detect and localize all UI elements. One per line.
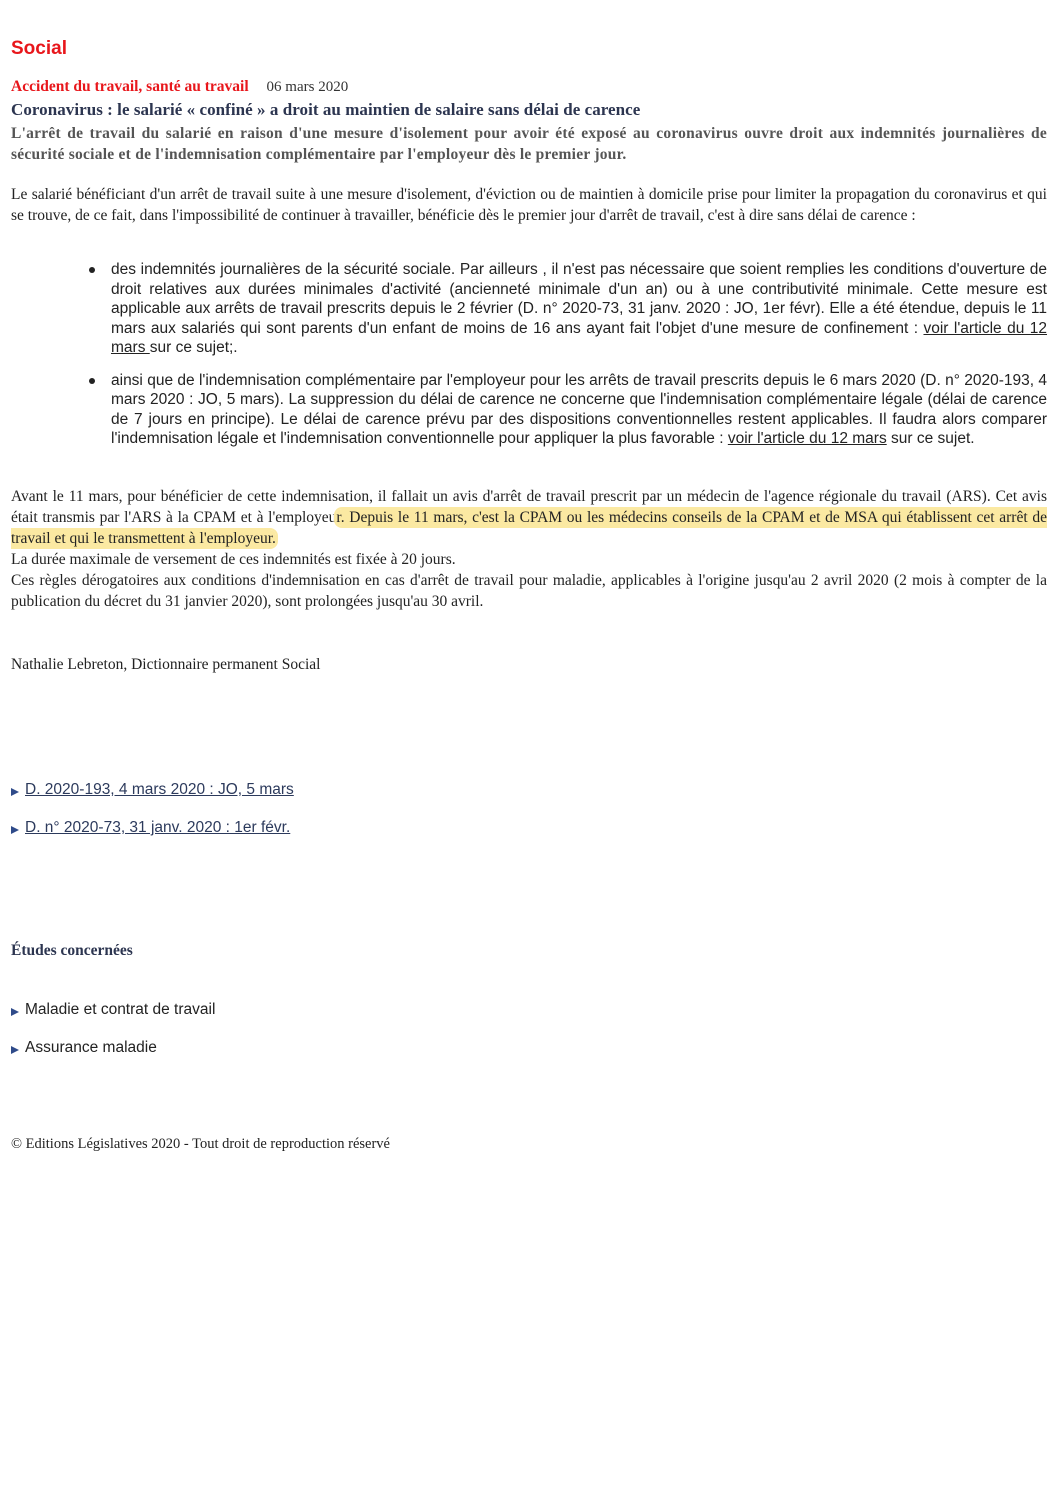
bullet-text: des indemnités journalières de la sécurité sociale. Par ailleurs , il n'est pas nécessaire que soient remplies les conditions d'ouverture de droit relatives aux durées minimales d'activité (ancienneté minimale d'un an) ou à une contributivité minimale. Cette mesure est applicable aux arrêts de travail prescrits depuis le 2 février (D. n° 2020-73, 31 janv. 2020 : JO, 1er févr). Elle a été étendue, depuis le 11 mars aux salariés qui sont parents d'un enfant de moins de 16 ans ayant fait l'objet d'une mesure de confinement : (111, 261, 1047, 337)
list-item (85, 260, 1047, 358)
author-credit: Nathalie Lebreton, Dictionnaire permanent Social (11, 656, 321, 673)
bullet-tail: sur ce sujet;. (149, 339, 238, 356)
studies-heading: Études concernées (11, 942, 133, 959)
article-title: Coronavirus : le salarié « confiné » a droit au maintien de salaire sans délai de carence (11, 100, 641, 119)
list-item[interactable] (11, 781, 294, 819)
references-list (11, 781, 294, 857)
bullet-text: ainsi que de l'indemnisation complémentaire par l'employeur pour les arrêts de travail prescrits depuis le 6 mars 2020 (D. n° 2020-193, 4 mars 2020 : JO, 5 mars). La suppression du délai de carence ne concerne que l'indemnisation complémentaire légale (délai de carence de 7 jours en principe). Le délai de carence prévu par des dispositions conventionnelles restent applicables. Il faudra alors comparer l'indemnisation légale et l'indemnisation conventionnelle pour appliquer la plus favorable : (111, 371, 1047, 447)
list-item[interactable] (11, 819, 294, 857)
reference-link[interactable]: D. n° 2020-73, 31 janv. 2020 : 1er févr. (25, 819, 291, 836)
highlighted-text: r. Depuis le 11 mars, c'est la CPAM ou les médecins conseils de la CPAM et de MSA qui établissent cet arrêt de travail et qui le transmettent à l'employeur. (11, 509, 1047, 547)
list-item[interactable] (11, 1001, 215, 1039)
bullet-tail: sur ce sujet. (886, 430, 975, 447)
study-link[interactable]: Assurance maladie (25, 1039, 157, 1056)
article-meta (11, 78, 348, 96)
bullet-icon (89, 267, 95, 273)
arrow-right-icon (11, 1046, 19, 1054)
rules-line: Ces règles dérogatoires aux conditions d'indemnisation en cas d'arrêt de travail pour maladie, applicables à l'origine jusqu'au 2 avril 2020 (2 mois à compter de la publication du décret du 31 janvier 2020), sont prolongées jusqu'au 30 avril. (11, 572, 1047, 610)
reference-link[interactable]: D. 2020-193, 4 mars 2020 : JO, 5 mars (25, 781, 294, 798)
article-12-mars-link[interactable]: voir l'article du 12 mars (727, 430, 887, 447)
studies-list (11, 1001, 215, 1077)
duration-line: La durée maximale de versement de ces indemnités est fixée à 20 jours. (11, 551, 456, 568)
article-12-mars-link[interactable]: voir l'article du 12 mars (111, 319, 1048, 356)
article-category: Accident du travail, santé au travail (11, 78, 249, 95)
article-intro: Le salarié bénéficiant d'un arrêt de travail suite à une mesure d'isolement, d'éviction ou de maintien à domicile prise pour limiter la propagation du coronavirus et qui se trouve, de ce fait, dans l'impossibilité de continuer à travailler, bénéficie dès le premier jour d'arrêt de travail, c'est à dire sans délai de carence : (11, 186, 1047, 224)
study-link[interactable]: Maladie et contrat de travail (25, 1001, 216, 1018)
article-body (11, 486, 1047, 612)
arrow-right-icon (11, 826, 19, 834)
copyright-notice: © Editions Législatives 2020 - Tout droit de reproduction réservé (11, 1136, 390, 1152)
section-title: Social (11, 38, 67, 59)
article-date: 06 mars 2020 (266, 79, 349, 95)
bullet-icon (89, 378, 95, 384)
list-item (85, 371, 1047, 449)
arrow-right-icon (11, 788, 19, 796)
article-lead: L'arrêt de travail du salarié en raison d'une mesure d'isolement pour avoir été exposé au coronavirus ouvre droit aux indemnités journalières de sécurité sociale et de l'indemnisation complémentaire par l'employeur dès le premier jour. (11, 125, 1047, 163)
procedure-paragraph (11, 486, 1047, 549)
benefits-list (85, 260, 1047, 449)
procedure-text: Avant le 11 mars, pour bénéficier de cette indemnisation, il fallait un avis d'arrêt de travail prescrit par un médecin de l'agence régionale du travail (ARS). Cet avis était transmis par l'ARS à la CPAM et à l'employeu (11, 488, 1047, 526)
arrow-right-icon (11, 1008, 19, 1016)
list-item[interactable] (11, 1039, 215, 1077)
